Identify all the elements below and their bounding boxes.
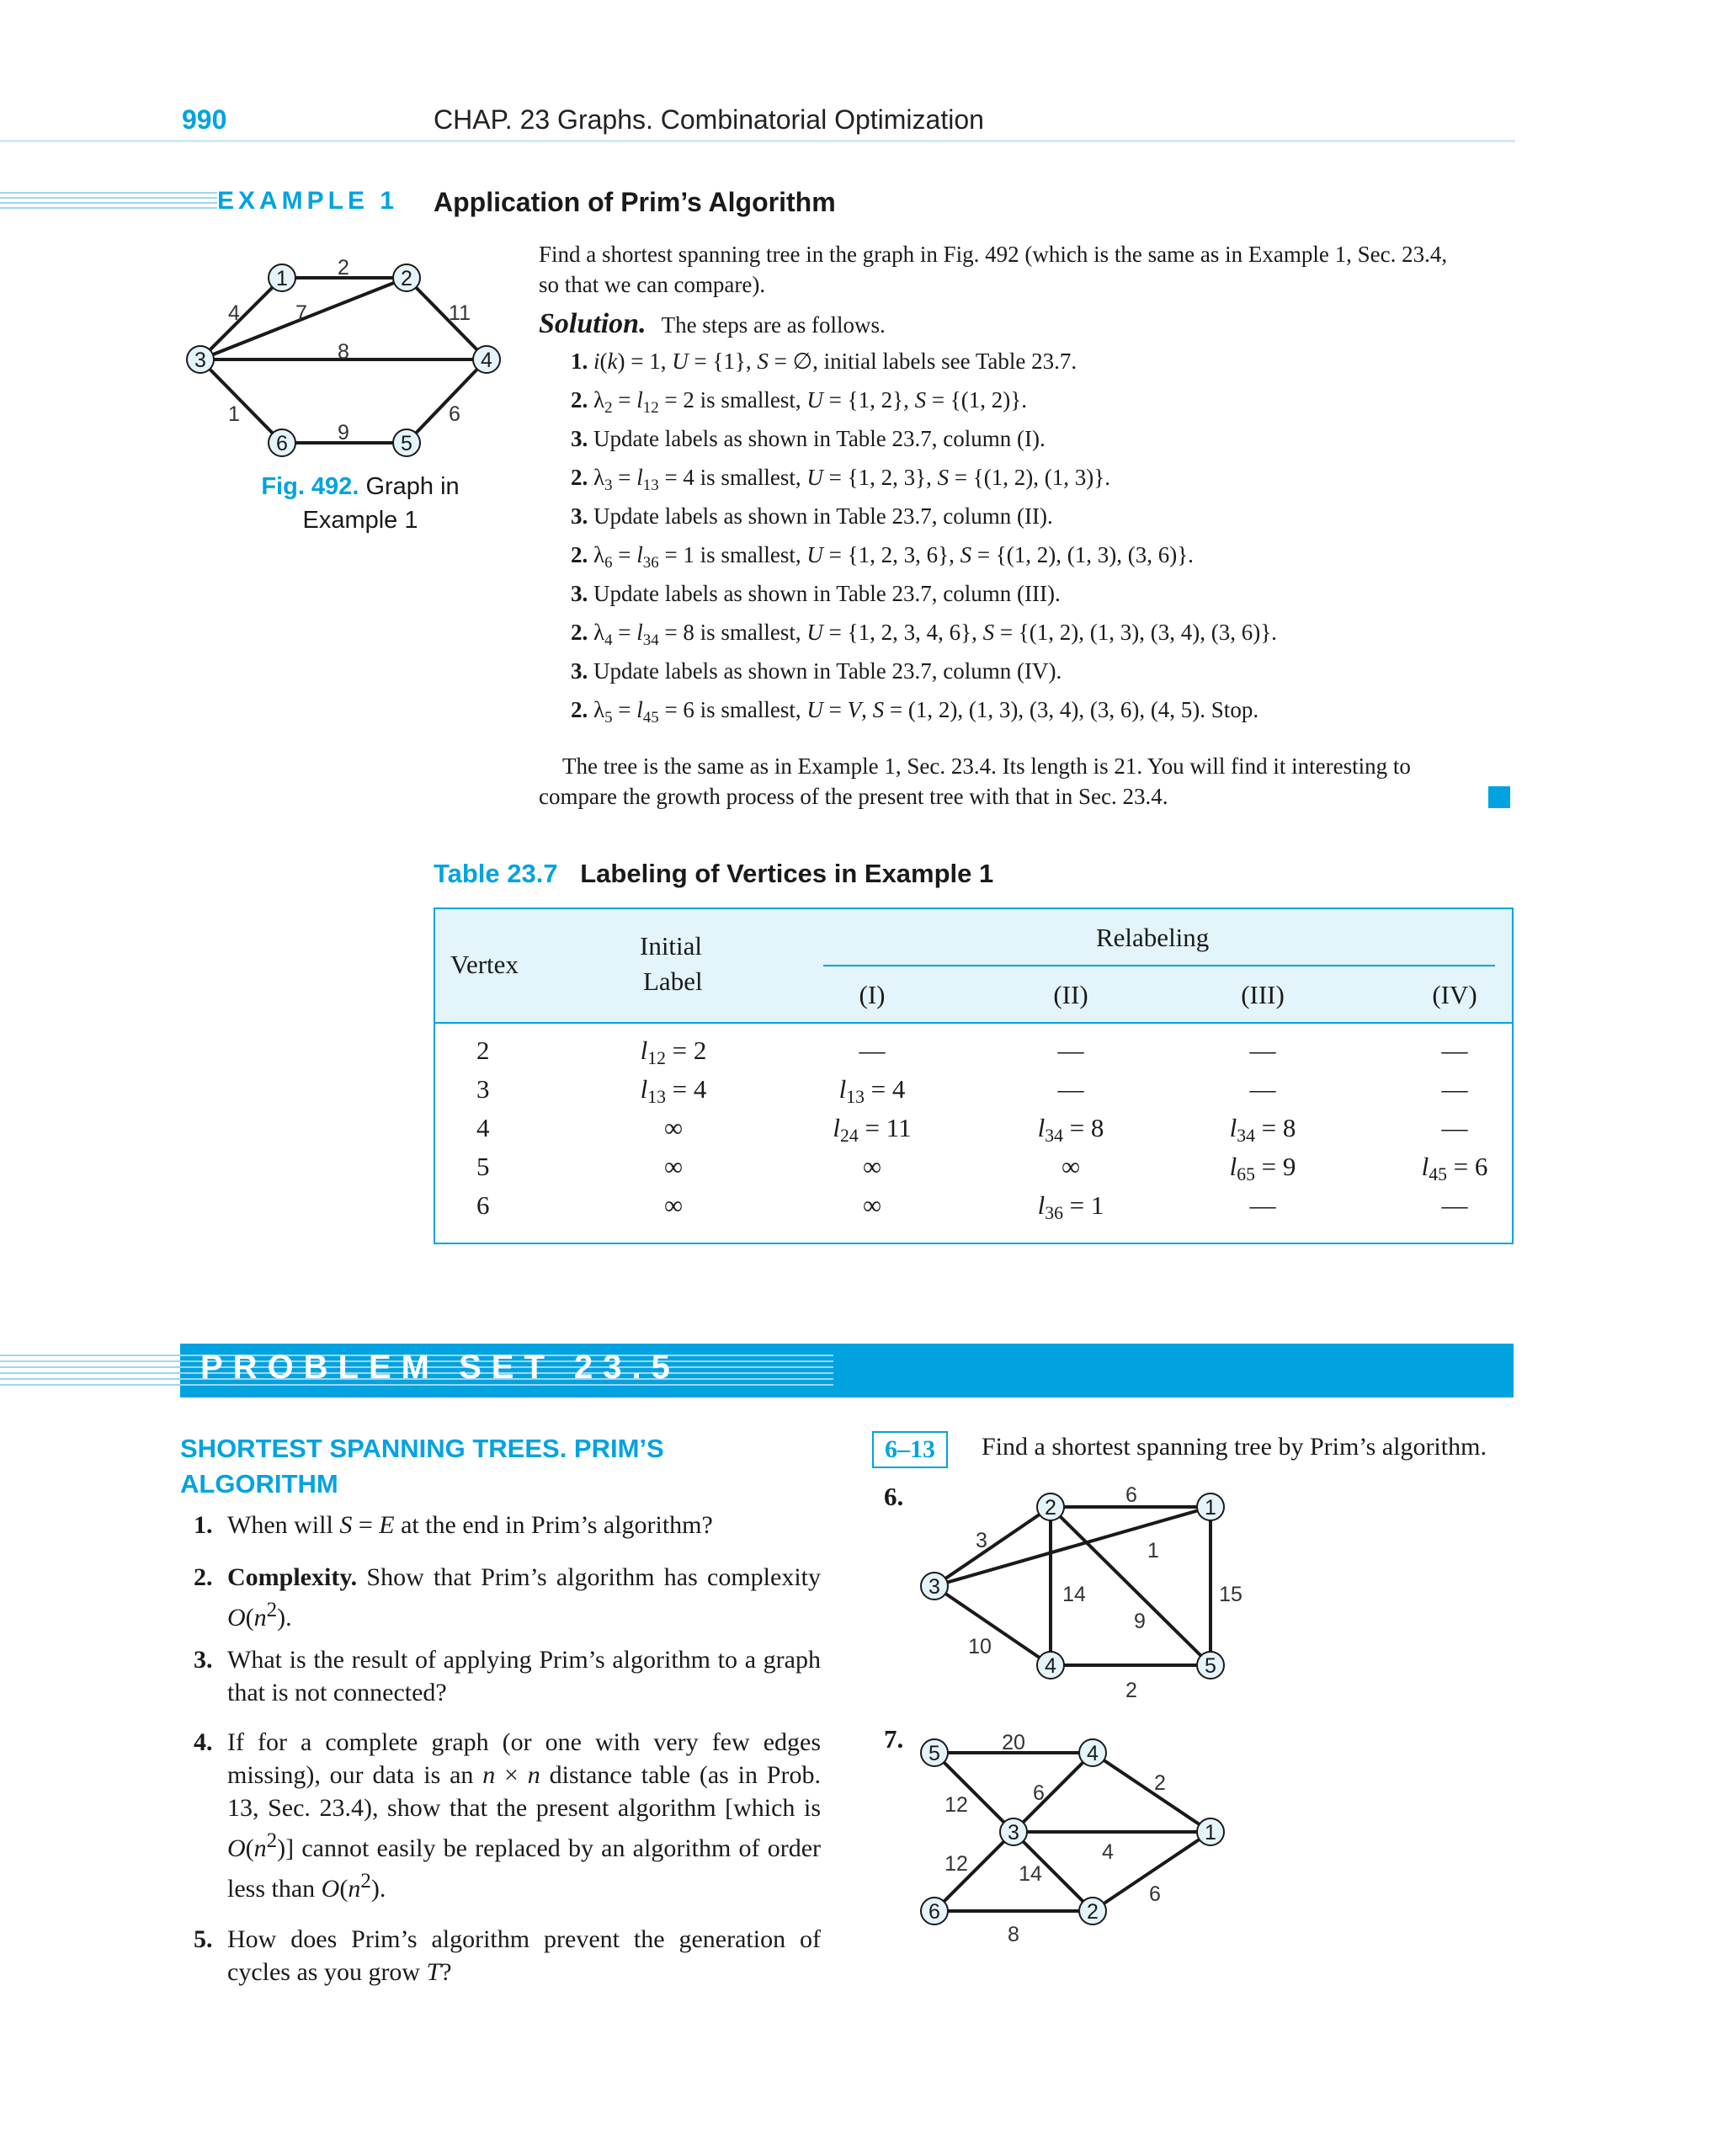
- graph7-edge-labels: [944, 1731, 1166, 1946]
- fig492-node-label-6: 6: [276, 432, 288, 455]
- table-cell-col-3: $l_{65} = 9$: [1229, 1152, 1296, 1184]
- table-cell-col-4: —: [1441, 1035, 1468, 1065]
- table-cell-col-2: $l_{34} = 8$: [1037, 1113, 1104, 1146]
- graph6-edge-weight-1-5: 15: [1219, 1583, 1242, 1606]
- graph6-node-label-1: 1: [1205, 1496, 1216, 1520]
- table-cell-vertex: 3: [476, 1074, 490, 1104]
- problem-7-label: 7.: [884, 1724, 904, 1754]
- table-cell-col-1: —: [859, 1035, 886, 1065]
- solution-step-1: 1. i(k) = 1, U = {1}, S = ∅, initial labels see Table 23.7.: [571, 349, 1078, 374]
- header-initial-1: Initial: [640, 931, 703, 961]
- graph7-edge-weight-3-6: 12: [944, 1852, 968, 1876]
- column-header-3: (III): [1241, 980, 1285, 1009]
- problem-set-title: PROBLEM SET 23.5: [200, 1349, 680, 1386]
- graph6-edge-weight-2-1: 6: [1125, 1483, 1137, 1507]
- graph6-edge-3-4: [934, 1586, 1051, 1665]
- graph7-edge-weight-5-4: 20: [1002, 1731, 1025, 1754]
- solution-step-3: 3. Update labels as shown in Table 23.7, column (I).: [571, 426, 1046, 451]
- fig492-edge-weight-6-5: 9: [338, 421, 349, 445]
- fig492-node-label-5: 5: [401, 432, 412, 455]
- example-label: EXAMPLE 1: [217, 187, 402, 216]
- conclusion-line1: The tree is the same as in Example 1, Sec. 23.4. Its length is 21. You will find it interesting to: [562, 753, 1411, 779]
- table-cell-initial-label: $l_{13} = 4$: [640, 1074, 707, 1107]
- table-cell-col-2: —: [1057, 1074, 1084, 1104]
- figure-caption-label: Fig. 492.: [261, 473, 359, 500]
- table-cell-col-3: —: [1249, 1035, 1276, 1065]
- example-intro-line1: Find a shortest spanning tree in the graph in Fig. 492 (which is the same as in Example 1, Sec. 23.4,: [539, 242, 1448, 267]
- graph6-edge-weight-2-5: 9: [1134, 1610, 1146, 1633]
- solution-step-8: 2. $\lambda_4 = l_{34} = 8$ is smallest, U = {1, 2, 3, 4, 6}, S = {(1, 2), (1, 3), (3, 4), (3, 6)}.: [571, 620, 1277, 649]
- graph7-edges: [934, 1753, 1211, 1911]
- fig492-edge-weight-3-6: 1: [228, 402, 240, 426]
- graph7-edge-weight-4-1: 2: [1154, 1771, 1166, 1795]
- page-number: 990: [182, 104, 227, 135]
- table-title-text: Labeling of Vertices in Example 1: [580, 859, 994, 888]
- table-cell-col-4: $l_{45} = 6$: [1421, 1152, 1488, 1184]
- problem-2: 2. Complexity. Show that Prim’s algorithm has complexity $O(n^2)$.: [194, 1563, 821, 1632]
- section-heading-1: SHORTEST SPANNING TREES. PRIM’S: [180, 1434, 664, 1463]
- section-heading-2: ALGORITHM: [180, 1469, 338, 1499]
- column-header-1: (I): [859, 980, 886, 1009]
- problem-range-text: Find a shortest spanning tree by Prim’s algorithm.: [982, 1433, 1487, 1461]
- graph7-edge-weight-3-2: 14: [1019, 1862, 1042, 1886]
- table-cell-col-2: —: [1057, 1035, 1084, 1065]
- graph7-edge-weight-4-3: 6: [1033, 1781, 1045, 1805]
- graph7-edge-weight-5-3: 12: [944, 1793, 968, 1817]
- example-title: Application of Prim’s Algorithm: [434, 187, 836, 217]
- fig492-edge-weight-3-2: 7: [295, 301, 307, 325]
- solution-step-9: 3. Update labels as shown in Table 23.7, column (IV).: [571, 658, 1062, 684]
- problem-1: 1. When will S = E at the end in Prim’s algorithm?: [194, 1511, 713, 1539]
- table-cell-initial-label: ∞: [663, 1113, 684, 1142]
- problem-5: 5. How does Prim’s algorithm prevent the generation of cycles as you grow T?: [194, 1925, 821, 1986]
- graph7-edge-weight-6-2: 8: [1008, 1923, 1019, 1946]
- solution-step-7: 3. Update labels as shown in Table 23.7, column (III).: [571, 581, 1061, 606]
- table-cell-col-4: —: [1441, 1074, 1468, 1104]
- graph6-node-label-4: 4: [1045, 1654, 1056, 1678]
- fig492-edge-weight-3-4: 8: [338, 340, 349, 364]
- graph7-edge-5-3: [934, 1753, 1014, 1832]
- graph6-edge-weight-3-2: 3: [976, 1529, 987, 1552]
- column-header-2: (II): [1053, 980, 1088, 1009]
- fig492-edge-weight-4-5: 6: [449, 402, 460, 426]
- header-vertex: Vertex: [450, 950, 519, 979]
- graph6-edge-weight-4-5: 2: [1125, 1679, 1137, 1702]
- table-cell-col-4: —: [1441, 1190, 1468, 1220]
- table-cell-vertex: 4: [476, 1113, 490, 1142]
- graph7-node-label-2: 2: [1087, 1900, 1099, 1924]
- problem-6-label: 6.: [884, 1482, 904, 1511]
- table-cell-vertex: 6: [476, 1190, 490, 1220]
- header-initial-2: Label: [643, 966, 703, 996]
- problem-3: 3. What is the result of applying Prim’s algorithm to a graph that is not connected?: [194, 1646, 821, 1706]
- figure-caption-text2: Example 1: [302, 507, 418, 534]
- graph6-edge-weight-3-1: 1: [1147, 1539, 1159, 1562]
- graph7-edge-weight-3-1: 4: [1102, 1840, 1114, 1864]
- fig492-edge-weight-1-3: 4: [228, 301, 240, 325]
- table-cell-vertex: 5: [476, 1152, 490, 1181]
- graph7-node-label-5: 5: [929, 1742, 940, 1765]
- table-cell-col-1: ∞: [862, 1190, 882, 1220]
- problem-range-box: 6–13: [872, 1431, 948, 1468]
- solution-step-6: 2. $\lambda_6 = l_{36} = 1$ is smallest, U = {1, 2, 3, 6}, S = {(1, 2), (1, 3), (3, 6)}.: [571, 542, 1194, 572]
- fig492-node-label-1: 1: [276, 267, 288, 290]
- header-relabeling: Relabeling: [1096, 923, 1210, 952]
- graph6-edge-weight-2-4: 14: [1062, 1583, 1086, 1606]
- table-cell-initial-label: $l_{12} = 2$: [640, 1035, 707, 1068]
- fig492-edge-weight-2-4: 11: [449, 301, 471, 325]
- fig492-node-label-2: 2: [401, 267, 412, 290]
- conclusion-line2: compare the growth process of the present tree with that in Sec. 23.4.: [539, 784, 1168, 809]
- fig492-node-label-3: 3: [194, 349, 206, 372]
- table-cell-vertex: 2: [476, 1035, 490, 1065]
- table-cell-col-3: —: [1249, 1190, 1276, 1220]
- solution-text: The steps are as follows.: [661, 312, 886, 338]
- column-header-4: (IV): [1432, 980, 1477, 1009]
- graph6-node-label-2: 2: [1045, 1496, 1056, 1520]
- table-cell-col-1: $l_{24} = 11$: [833, 1113, 912, 1146]
- graph7-node-label-4: 4: [1087, 1742, 1099, 1765]
- graph7-node-label-3: 3: [1008, 1821, 1019, 1845]
- graph7-edge-4-1: [1093, 1753, 1211, 1832]
- graph6-node-label-3: 3: [929, 1575, 940, 1599]
- table-cell-col-4: —: [1441, 1113, 1468, 1142]
- solution-step-10: 2. $\lambda_5 = l_{45} = 6$ is smallest, U = V, S = (1, 2), (1, 3), (3, 4), (3, 6), (4, 5). Stop.: [571, 697, 1259, 727]
- table-cell-col-2: ∞: [1061, 1152, 1081, 1181]
- graph6-edge-weight-3-4: 10: [968, 1635, 992, 1658]
- table-cell-col-1: $l_{13} = 4$: [838, 1074, 906, 1107]
- problem-4: 4. If for a complete graph (or one with very few edges missing), our data is an n × n distance table (as in Prob. 13, Sec. 23.4), show that the present algorithm [which is $O(n^2)$] cannot easily be replaced by an algorithm of order less than $O(n^2)$.: [194, 1728, 821, 1903]
- solution-step-2: 2. $\lambda_2 = l_{12} = 2$ is smallest, U = {1, 2}, S = {(1, 2)}.: [571, 387, 1027, 417]
- graph7-node-label-6: 6: [929, 1900, 940, 1924]
- solution-step-4: 2. $\lambda_3 = l_{13} = 4$ is smallest, U = {1, 2, 3}, S = {(1, 2), (1, 3)}.: [571, 465, 1110, 494]
- table-cell-col-3: $l_{34} = 8$: [1229, 1113, 1296, 1146]
- figure-caption-text1: Graph in: [365, 473, 460, 500]
- graph6-node-label-5: 5: [1205, 1654, 1216, 1678]
- fig492-edge-weight-1-2: 2: [338, 256, 349, 279]
- solution-label: Solution.: [539, 308, 646, 339]
- table-label: Table 23.7: [434, 859, 558, 888]
- fig492-node-label-4: 4: [481, 349, 492, 372]
- graph7-edge-4-3: [1014, 1753, 1093, 1832]
- graph7-edge-weight-2-1: 6: [1149, 1882, 1161, 1906]
- graph6-edge-3-2: [934, 1507, 1051, 1586]
- graph7-node-label-1: 1: [1205, 1821, 1216, 1845]
- table-cell-initial-label: ∞: [663, 1152, 684, 1181]
- example-intro-line2: so that we can compare).: [539, 272, 766, 297]
- table-cell-col-2: $l_{36} = 1$: [1037, 1190, 1104, 1223]
- table-cell-col-3: —: [1249, 1074, 1276, 1104]
- table-cell-col-1: ∞: [862, 1152, 882, 1181]
- table-cell-initial-label: ∞: [663, 1190, 684, 1220]
- chapter-title: CHAP. 23 Graphs. Combinatorial Optimization: [434, 104, 984, 135]
- solution-step-5: 3. Update labels as shown in Table 23.7, column (II).: [571, 503, 1053, 529]
